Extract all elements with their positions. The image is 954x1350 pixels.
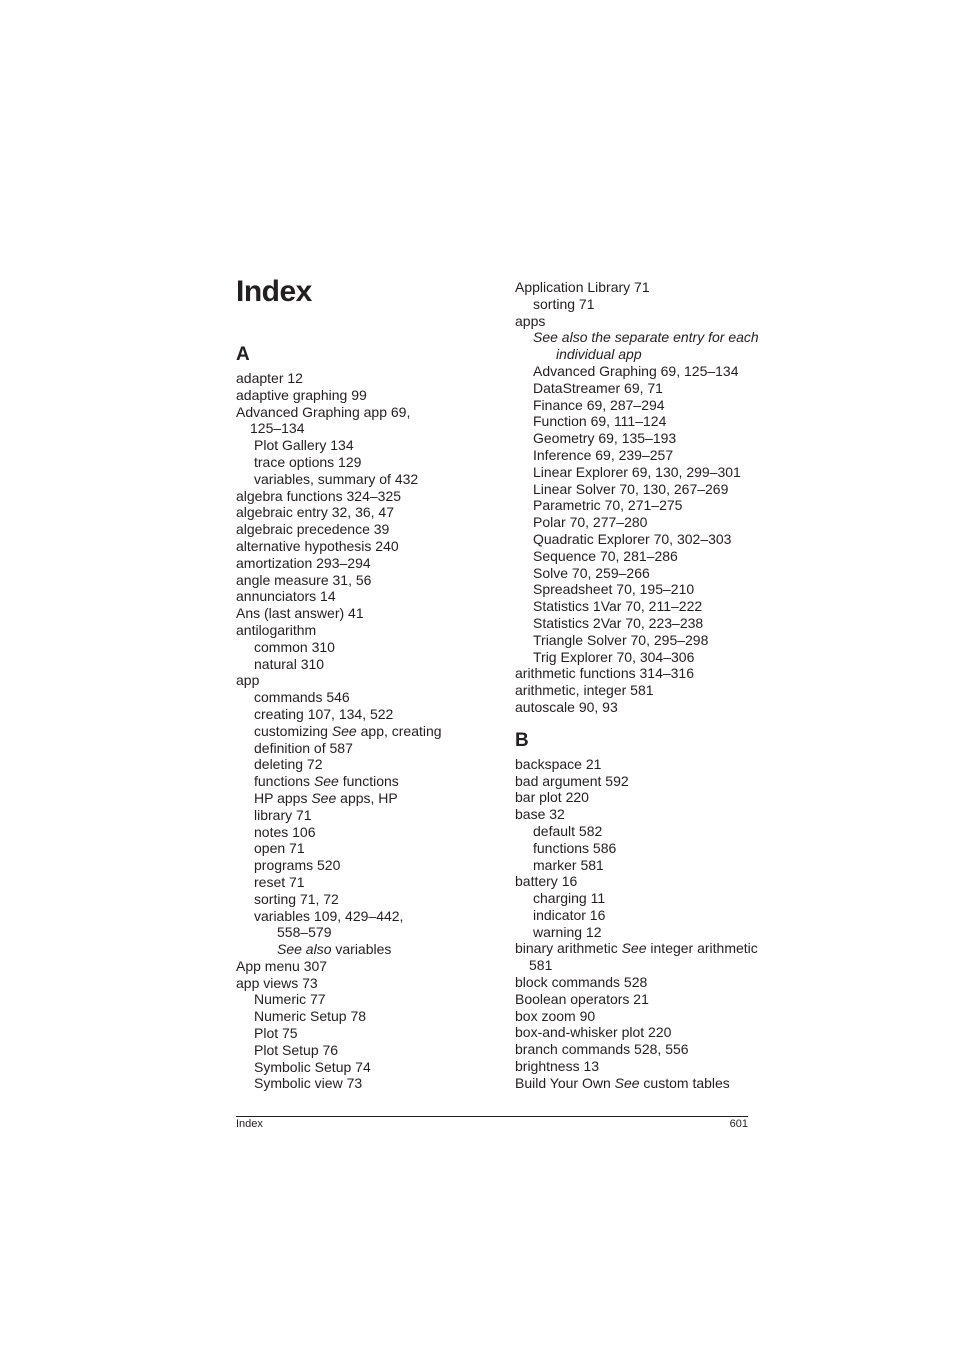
index-subentry <box>515 840 765 857</box>
index-entry <box>236 958 486 975</box>
index-entry <box>236 672 486 689</box>
index-entry-text: Numeric Setup 78 <box>254 1008 367 1025</box>
index-entry-text: Function 69, 111–124 <box>533 413 667 430</box>
index-entry-text: antilogarithm <box>236 621 317 638</box>
index-subentry <box>236 639 486 656</box>
index-entry <box>515 940 765 957</box>
index-entry-text: reset 71 <box>254 873 305 890</box>
index-entry <box>236 572 486 589</box>
index-entry <box>515 974 765 991</box>
index-entry <box>515 773 765 790</box>
index-entry-text: Statistics 1Var 70, 211–222 <box>533 598 703 615</box>
index-entry-text: trace options 129 <box>254 453 362 470</box>
index-entry-text: warning 12 <box>533 923 602 940</box>
index-entry <box>515 665 765 682</box>
index-subentry <box>515 565 765 582</box>
index-entry-text: adapter 12 <box>236 370 303 386</box>
index-entry-text: variables, summary of 432 <box>254 470 419 487</box>
index-entry-text: Solve 70, 259–266 <box>533 564 650 581</box>
index-entry-text: natural 310 <box>254 655 325 672</box>
index-subentry <box>236 874 486 891</box>
index-entry-text: base 32 <box>515 806 565 823</box>
index-entry-text: adaptive graphing 99 <box>236 386 367 403</box>
index-entry <box>236 975 486 992</box>
index-entry-text: Polar 70, 277–280 <box>533 514 648 531</box>
index-entry-text: Advanced Graphing 69, 125–134 <box>533 362 739 379</box>
index-entry <box>515 756 765 773</box>
index-subentry <box>515 890 765 907</box>
index-entry <box>236 521 486 538</box>
index-entry-text: App menu 307 <box>236 957 328 974</box>
index-subentry <box>515 632 765 649</box>
index-entry <box>236 488 486 505</box>
index-entry-text: bad argument 592 <box>515 772 629 789</box>
index-section-letter: A <box>236 344 250 365</box>
index-subentry <box>515 447 765 464</box>
footer-section-label: Index <box>236 1118 263 1130</box>
index-entry-italic-text: See <box>311 789 337 806</box>
index-subentry <box>236 420 486 437</box>
index-entry <box>236 538 486 555</box>
index-subentry <box>515 598 765 615</box>
index-subentry <box>236 857 486 874</box>
index-subentry <box>236 1025 486 1042</box>
index-entry <box>515 699 765 716</box>
index-subentry <box>515 581 765 598</box>
index-entry-text: backspace 21 <box>515 755 602 772</box>
index-entry <box>515 1058 765 1075</box>
index-entry-text: 558–579 <box>277 924 332 941</box>
index-entry-italic-text: See <box>331 722 357 739</box>
index-entry <box>515 1024 765 1041</box>
index-subentry <box>236 840 486 857</box>
index-entry-text: branch commands 528, 556 <box>515 1041 689 1058</box>
index-subentry <box>515 413 765 430</box>
index-entry-text: Quadratic Explorer 70, 302–303 <box>533 530 732 547</box>
index-entry-text: Parametric 70, 271–275 <box>533 497 683 514</box>
index-entry-text: block commands 528 <box>515 974 648 991</box>
index-entry-text: default 582 <box>533 822 603 839</box>
index-entry <box>236 370 486 387</box>
index-entry-text: bar plot 220 <box>515 789 589 806</box>
index-subentry <box>515 514 765 531</box>
index-entry-text: 125–134 <box>250 420 305 437</box>
index-entry <box>515 279 765 296</box>
index-entry-text: customizing <box>254 722 332 739</box>
index-entry-text: box-and-whisker plot 220 <box>515 1024 672 1041</box>
index-entry-text: binary arithmetic <box>515 940 622 957</box>
index-column-left <box>236 340 486 1092</box>
index-entry-text: Plot 75 <box>254 1025 298 1042</box>
index-entry-text: algebra functions 324–325 <box>236 487 402 504</box>
index-entry <box>236 622 486 639</box>
index-entry-italic-text: individual app <box>556 346 642 363</box>
index-entry <box>515 1075 765 1092</box>
index-subentry <box>236 740 486 757</box>
index-entry-text: Application Library 71 <box>515 279 650 295</box>
index-subentry <box>515 924 765 941</box>
index-entry-text: battery 16 <box>515 873 578 890</box>
index-entry-text: annunciators 14 <box>236 588 336 605</box>
index-entry <box>515 1008 765 1025</box>
index-entry <box>515 1041 765 1058</box>
index-entry-text: amortization 293–294 <box>236 554 371 571</box>
index-subentry <box>515 823 765 840</box>
index-subentry <box>515 329 765 346</box>
index-entry <box>236 504 486 521</box>
index-subentry <box>515 380 765 397</box>
index-entry-text: marker 581 <box>533 856 604 873</box>
index-column-right <box>515 279 765 1092</box>
index-entry-text: custom tables <box>639 1074 730 1091</box>
index-entry-text: autoscale 90, 93 <box>515 698 618 715</box>
index-entry-italic-text: See also <box>277 941 332 958</box>
index-subentry <box>515 497 765 514</box>
index-entry-text: Linear Explorer 69, 130, 299–301 <box>533 463 741 480</box>
index-subentry <box>236 790 486 807</box>
index-entry-text: indicator 16 <box>533 906 606 923</box>
index-subentry <box>515 296 765 313</box>
index-entry-text: app views 73 <box>236 974 318 991</box>
index-subentry <box>515 649 765 666</box>
index-subentry <box>236 924 486 941</box>
index-entry-text: Statistics 2Var 70, 223–238 <box>533 614 704 631</box>
index-entry-italic-text: See <box>313 773 339 790</box>
index-entry-text: variables 109, 429–442, <box>254 907 404 924</box>
index-subentry <box>236 454 486 471</box>
footer-rule <box>236 1116 748 1117</box>
index-entry-text: library 71 <box>254 806 312 823</box>
index-subentry <box>236 941 486 958</box>
index-entry-text: Numeric 77 <box>254 991 326 1008</box>
index-entry-text: Plot Gallery 134 <box>254 437 354 454</box>
index-entry-text: 581 <box>529 957 553 974</box>
index-subentry <box>236 437 486 454</box>
index-subentry <box>515 548 765 565</box>
index-entry <box>236 588 486 605</box>
index-entry-text: Advanced Graphing app 69, <box>236 403 411 420</box>
index-subentry <box>236 908 486 925</box>
index-entry-text: DataStreamer 69, 71 <box>533 379 663 396</box>
index-entry <box>236 387 486 404</box>
index-subentry <box>236 824 486 841</box>
index-entry-text: algebraic precedence 39 <box>236 521 390 538</box>
index-entry-text: Finance 69, 287–294 <box>533 396 665 413</box>
index-entry-text: alternative hypothesis 240 <box>236 537 399 554</box>
index-entry-text: Sequence 70, 281–286 <box>533 547 678 564</box>
index-subentry <box>236 689 486 706</box>
index-entry-text: programs 520 <box>254 857 341 874</box>
index-entry-italic-text: See <box>621 940 647 957</box>
index-subentry <box>515 346 765 363</box>
index-entry-text: HP apps <box>254 789 312 806</box>
index-subentry <box>236 756 486 773</box>
index-subentry <box>515 464 765 481</box>
section-spacer <box>515 716 765 726</box>
index-entry-text: box zoom 90 <box>515 1007 596 1024</box>
index-entry <box>515 682 765 699</box>
index-subentry <box>515 957 765 974</box>
index-entry <box>236 605 486 622</box>
index-entry-text: functions <box>338 773 399 790</box>
index-subentry <box>236 891 486 908</box>
index-entry <box>515 789 765 806</box>
index-entry-text: Geometry 69, 135–193 <box>533 430 677 447</box>
index-entry-italic-text: See also the separate entry for each <box>533 329 759 346</box>
index-entry-text: Ans (last answer) 41 <box>236 605 364 622</box>
index-entry <box>236 404 486 421</box>
index-entry-text: sorting 71, 72 <box>254 890 339 907</box>
index-subentry <box>236 706 486 723</box>
index-entry-text: commands 546 <box>254 689 350 706</box>
index-subentry <box>515 531 765 548</box>
index-entry-text: apps, HP <box>336 789 398 806</box>
index-entry-text: Trig Explorer 70, 304–306 <box>533 648 695 665</box>
index-entry-text: angle measure 31, 56 <box>236 571 372 588</box>
index-subentry <box>236 991 486 1008</box>
index-section-letter: B <box>515 729 529 751</box>
index-entry-text: apps <box>515 312 546 329</box>
index-entry-text: app, creating <box>356 722 442 739</box>
index-subentry <box>515 430 765 447</box>
index-entry-text: arithmetic, integer 581 <box>515 682 654 699</box>
index-entry-text: Plot Setup 76 <box>254 1041 339 1058</box>
index-subentry <box>236 1008 486 1025</box>
index-subentry <box>515 907 765 924</box>
index-entry <box>515 806 765 823</box>
index-subentry <box>236 656 486 673</box>
index-entry-text: Triangle Solver 70, 295–298 <box>533 631 709 648</box>
index-entry-text: Spreadsheet 70, 195–210 <box>533 581 695 598</box>
index-subentry <box>515 857 765 874</box>
page-title: Index <box>236 275 312 308</box>
index-subentry <box>515 363 765 380</box>
index-entry <box>236 555 486 572</box>
index-entry-text: arithmetic functions 314–316 <box>515 665 694 682</box>
index-subentry <box>236 773 486 790</box>
index-entry-text: Linear Solver 70, 130, 267–269 <box>533 480 729 497</box>
index-entry-text: charging 11 <box>533 890 606 907</box>
index-subentry <box>515 615 765 632</box>
index-subentry <box>515 397 765 414</box>
index-subentry <box>236 1042 486 1059</box>
index-entry-text: definition of 587 <box>254 739 353 756</box>
index-entry-text: deleting 72 <box>254 756 323 773</box>
index-entry-italic-text: See <box>614 1074 640 1091</box>
index-entry <box>515 991 765 1008</box>
index-entry-text: Symbolic view 73 <box>254 1075 363 1092</box>
index-entry-text: app <box>236 672 260 689</box>
index-entry-text: variables <box>331 941 392 958</box>
index-subentry <box>236 1059 486 1076</box>
index-entry <box>515 313 765 330</box>
index-subentry <box>515 481 765 498</box>
index-entry-text: common 310 <box>254 638 335 655</box>
index-entry-text: Symbolic Setup 74 <box>254 1058 371 1075</box>
index-entry-text: Build Your Own <box>515 1074 615 1091</box>
index-entry-text: notes 106 <box>254 823 316 840</box>
index-entry-text: brightness 13 <box>515 1058 600 1075</box>
index-entry <box>515 873 765 890</box>
footer-page-number: 601 <box>729 1118 748 1130</box>
index-subentry <box>236 807 486 824</box>
index-entry-text: functions 586 <box>533 839 617 856</box>
index-entry-text: open 71 <box>254 840 305 857</box>
index-entry-text: algebraic entry 32, 36, 47 <box>236 504 394 521</box>
index-entry-text: creating 107, 134, 522 <box>254 705 394 722</box>
index-entry-text: Inference 69, 239–257 <box>533 446 674 463</box>
index-entry-text: Boolean operators 21 <box>515 990 649 1007</box>
index-entry-text: integer arithmetic <box>646 940 758 957</box>
index-subentry <box>236 471 486 488</box>
index-entry-text: functions <box>254 773 314 790</box>
index-subentry <box>236 1075 486 1092</box>
index-entry-text: sorting 71 <box>533 295 595 312</box>
index-subentry <box>236 723 486 740</box>
